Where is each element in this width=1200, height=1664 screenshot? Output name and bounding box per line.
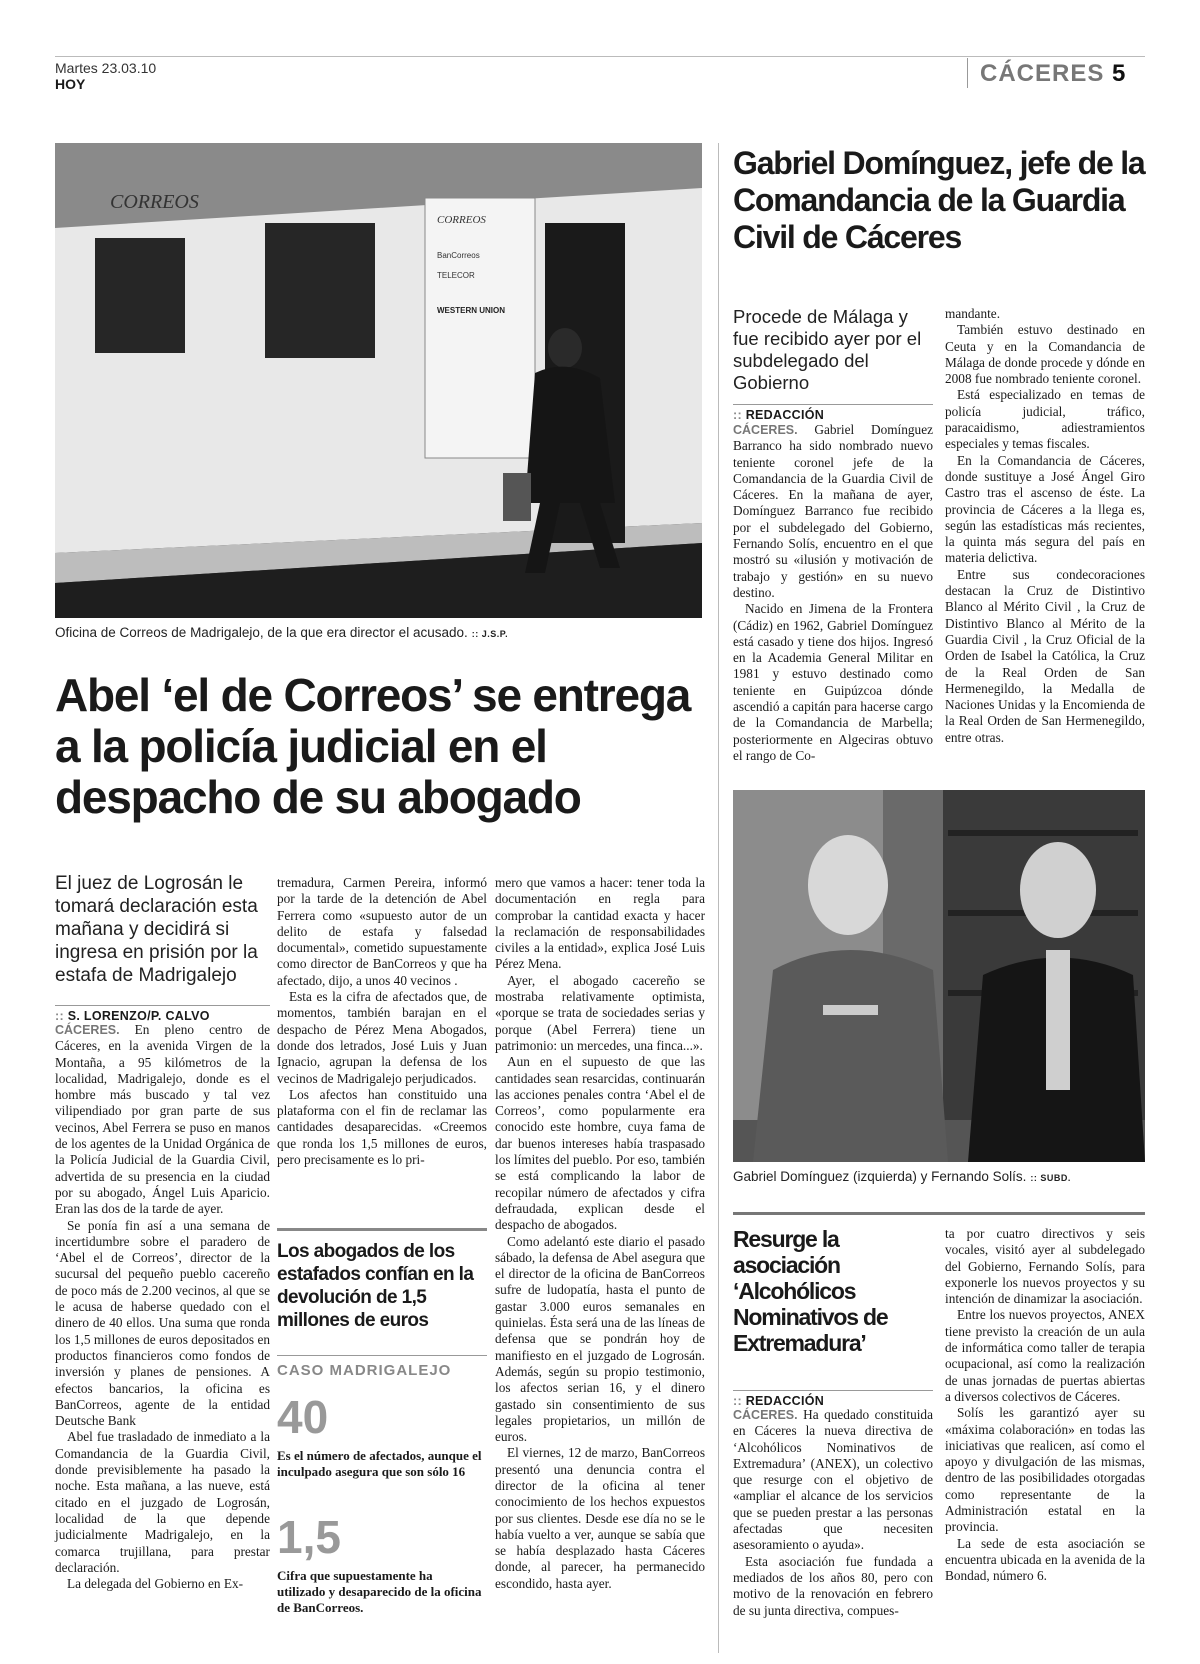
paragraph: mandante. bbox=[945, 306, 1001, 321]
paragraph: Aun en el supuesto de que las cantidades sean resarcidas, continuarán las acciones penales contra ‘Abel el de Correos’, como popularmente era conocido este hombre, cuya fama de dar buenos intereses había traspasado los límites del pueblo. Por eso, también se está complicando la labor de recopilar número de afectados y cifra defraudada, explican desde el despacho de abogados. bbox=[495, 1054, 705, 1233]
correos-sign-small: CORREOS bbox=[437, 214, 486, 226]
officials-illustration bbox=[733, 790, 1145, 1162]
paragraph: Se ponía fin así a una semana de incertidumbre sobre el paradero de ‘Abel el de Correos’, director de la sucursal del pequeño pueblo cacereño de poco más de 2.200 vecinos, al que se le acusa de haberse quedado con el dinero de 40 ellos. Una suma que ronda los 1,5 millones de euros depositados en productos financieros como fondos de inversión y planes de pensiones. A efectos bancarios, la oficina es BanCorreos, agente de la entidad Deutsche Bank bbox=[55, 1217, 270, 1429]
paragraph: Solís les garantizó ayer su «máxima colaboración» en todas las iniciativas que realicen, así como el apoyo y divulgación de las mismas, dentro de las posibilidades otorgadas como representante de la Administración estatal en la provincia. bbox=[945, 1405, 1145, 1535]
paragraph bbox=[733, 422, 933, 601]
western-union-sign: WESTERN UNION bbox=[437, 306, 505, 315]
paragraph-text: Gabriel Domínguez Barranco ha sido nombrado nuevo teniente coronel jefe de la Comandancia de la Guardia Civil de Cáceres. En la mañana de ayer, Domínguez Barranco fue recibido por el subdelegado del Gobierno, Fernando Solís, encuentro en el que mostró su «ilusión y motivación de trabajo y gestión» en su nuevo destino. bbox=[733, 422, 933, 600]
guardia-byline: :: REDACCIÓN bbox=[733, 404, 933, 422]
abel-byline: :: S. LORENZO/P. CALVO bbox=[55, 1005, 270, 1023]
sidebar-label: CASO MADRIGALEJO bbox=[277, 1362, 452, 1379]
paragraph: Ayer, el abogado cacereño se mostraba relativamente optimista, «porque se trata de sociedades serias y porque (Abel Ferrera) tiene un patrimonio: un mercedes, una finca...». bbox=[495, 972, 705, 1053]
guardia-column-2 bbox=[945, 306, 1145, 746]
paragraph: También estuvo destinado en Ceuta y en la Comandancia de Málaga de donde procede y dónde en 2008 fue nombrado teniente coronel. bbox=[945, 322, 1145, 387]
header-separator bbox=[967, 58, 968, 88]
page-number: 5 bbox=[1112, 60, 1127, 87]
paragraph: El viernes, 12 de marzo, BanCorreos presentó una denuncia contra el director de la oficina al tener conocimiento de los hechos expuestos por sus clientes. Desde ese día no se le había vuelto a ver, aunque se sabía que se había desplazado hasta Cáceres donde, al parecer, ha permanecido escondido, hasta ayer. bbox=[495, 1445, 705, 1591]
abel-column-1 bbox=[55, 1022, 270, 1592]
paragraph: Entre los nuevos proyectos, ANEX tiene previsto la creación de un aula de informática como taller de terapia ocupacional, así como la realización de unas jornadas de puertas abiertas a diversos colectivos de Cáceres. bbox=[945, 1307, 1145, 1404]
paragraph: mero que vamos a hacer: tener toda la documentación en regla para comprobar la cantidad exacta y hacer la reclamación de responsabilidades civiles a la entidad», explica José Luis Pérez Mena. bbox=[495, 875, 705, 972]
abel-column-3 bbox=[495, 875, 705, 1592]
correos-office-illustration bbox=[55, 143, 702, 618]
dateline-city: CÁCERES. bbox=[733, 423, 798, 437]
anex-column-2 bbox=[945, 1226, 1145, 1585]
sidebar-top-rule bbox=[277, 1228, 487, 1231]
paragraph-text: Ha quedado constituida en Cáceres la nueva directiva de ‘Alcohólicos Nominativos de Extremadura’ (ANEX), un colectivo que resurge con el objetivo de «ampliar el alcance de los servicios que se pueden prestar a las personas afectadas que necesiten asesoramiento o ayuda». bbox=[733, 1407, 933, 1553]
paragraph: Como adelantó este diario el pasado sábado, la defensa de Abel asegura que el director de la oficina de BanCorreos sufre de ludopatía, hasta el punto de gastar 3.000 euros semanales en quinielas. Ésta será una de las líneas de defensa que se pondrán hoy de manifiesto en el juzgado de Logrosán. Además, según su propio testimonio, los afectos serian 16, y el dinero gastado sin consentimiento de sus legales propietarios, un millón de euros. bbox=[495, 1233, 705, 1445]
guardia-column-1 bbox=[733, 422, 933, 764]
dateline-city: CÁCERES. bbox=[733, 1408, 798, 1422]
photo-credit: :: SUBD. bbox=[1030, 1173, 1071, 1183]
fact-number-affected: 40 bbox=[277, 1391, 329, 1443]
paragraph: En la Comandancia de Cáceres, donde sustituye a José Ángel Giro Castro tras el ascenso de éste. La provincia de Cáceres a la llega es, según las estadísticas más recientes, la quinta más segura del país en materia delictiva. bbox=[945, 452, 1145, 566]
paragraph: La sede de esta asociación se encuentra ubicada en la avenida de la Bondad, número 6. bbox=[945, 1535, 1145, 1584]
paragraph: Esta es la cifra de afectados que, de momentos, también barajan en el despacho de Pérez Mena Abogados, donde dos letrados, José Luis y Juan Ignacio, agrupan la defensa de los vecinos de Madrigalejo perjudicados. bbox=[277, 989, 487, 1086]
paragraph: Está especializado en temas de policía judicial, tráfico, paracaidismo, adiestramientos especiales y temas fiscales. bbox=[945, 387, 1145, 452]
fact-text-millions: Cifra que supuestamente ha utilizado y desaparecido de la oficina de BanCorreos. bbox=[277, 1568, 482, 1615]
bancorreos-sign: BanCorreos bbox=[437, 251, 480, 260]
correos-sign-main: CORREOS bbox=[110, 191, 199, 213]
officials-photo-caption bbox=[733, 1168, 1145, 1187]
abel-column-2 bbox=[277, 875, 487, 1168]
guardia-dek: Procede de Málaga y fue recibido ayer por el subdelegado del Gobierno bbox=[733, 306, 922, 393]
officials-photo bbox=[733, 790, 1145, 1162]
dateline-city: CÁCERES. bbox=[55, 1023, 120, 1037]
guardia-headline: Gabriel Domínguez, jefe de la Comandancia de la Guardia Civil de Cáceres bbox=[733, 145, 1145, 255]
anex-byline: :: REDACCIÓN bbox=[733, 1390, 933, 1408]
section-name: CÁCERES bbox=[980, 60, 1105, 87]
paragraph: tremadura, Carmen Pereira, informó por la tarde de la detención de Abel Ferrera como «supuesto autor de un delito de estafa y falsedad documental», cometido supuestamente como director de BanCorreos y que ha afectado, dijo, a unos 40 vecinos . bbox=[277, 875, 487, 988]
telecor-sign: TELECOR bbox=[437, 271, 475, 280]
header-rule bbox=[55, 56, 1145, 57]
paragraph bbox=[55, 1022, 270, 1218]
paragraph bbox=[733, 1407, 933, 1554]
issue-date: Martes 23.03.10 bbox=[55, 60, 157, 76]
correos-photo-caption bbox=[55, 624, 702, 643]
fact-number-millions: 1,5 bbox=[277, 1511, 341, 1563]
section-label bbox=[980, 60, 1126, 88]
paragraph: Abel fue trasladado de inmediato a la Comandancia de la Guardia Civil, donde previsiblemente ha pasado la noche. Esta mañana, a las nueve, está citado en el juzgado de Logrosán, localidad de la que depende judicialmente Madrigalejo, en la comarca trujillana, para prestar declaración. bbox=[55, 1429, 270, 1575]
caption-text: Oficina de Correos de Madrigalejo, de la que era director el acusado. bbox=[55, 625, 468, 640]
publication-name: HOY bbox=[55, 76, 86, 92]
column-divider bbox=[718, 143, 719, 1653]
anex-top-rule bbox=[733, 1212, 1145, 1215]
sidebar-rule bbox=[277, 1355, 487, 1356]
paragraph: ta por cuatro directivos y seis vocales, visitó ayer al subdelegado del Gobierno, Fernando Solís, para exponerle los nuevos proyectos y su intención de dinamizar la asociación. bbox=[945, 1226, 1145, 1307]
paragraph: Nacido en Jimena de la Frontera (Cádiz) en 1962, Gabriel Domínguez está casado y tiene dos hijos. Ingresó en la Academia General Militar en 1981 y estuvo destinado como teniente en Guipúzcoa dónde ascendió a capitán para hacerse cargo de la Comandancia de Marbella; posteriormente en Algeciras obtuvo el rango de Co- bbox=[733, 601, 933, 763]
paragraph: La delegada del Gobierno en Ex- bbox=[67, 1576, 244, 1592]
abel-headline: Abel ‘el de Correos’ se entrega a la policía judicial en el despacho de su abogado bbox=[55, 669, 691, 823]
anex-column-1 bbox=[733, 1407, 933, 1619]
paragraph-text: En pleno centro de Cáceres, en la avenida Virgen de la Montaña, a 95 kilómetros de la localidad, Madrigalejo, donde es el hombre más buscado y tal vez vilipendiado por gran parte de sus vecinos, Abel Ferrera se puso en manos de los agentes de la Unidad Orgánica de la Policía Judicial de la Guardia Civil, advertida de su presencia en la ciudad por su abogado, Ángel Luis Aparicio. Eran las dos de la tarde de ayer. bbox=[55, 1022, 270, 1217]
paragraph: Entre sus condecoraciones destacan la Cruz de Distintivo Blanco al Mérito Civil , la Cruz de Distintivo Blanco al Mérito de la Guardia Civil , la Cruz Oficial de la Orden de Isabel la Católica, la Cruz de la Real Orden de San Hermenegildo, la Medalla de Naciones Unidas y la Encomienda de la Real Orden de San Hermenegildo, entre otras. bbox=[945, 566, 1145, 745]
correos-office-photo bbox=[55, 143, 702, 618]
paragraph: Esta asociación fue fundada a mediados de los años 80, pero con motivo de la renovación en febrero de su junta directiva, compues- bbox=[733, 1553, 933, 1618]
sidebar-headline: Los abogados de los estafados confían en la devolución de 1,5 millones de euros bbox=[277, 1241, 474, 1331]
anex-headline: Resurge la asociación ‘Alcohólicos Nominativos de Extremadura’ bbox=[733, 1226, 888, 1356]
fact-text-affected: Es el número de afectados, aunque el inculpado asegura que son sólo 16 bbox=[277, 1448, 482, 1479]
paragraph: Los afectos han constituido una plataforma con el fin de reclamar las cantidades desaparecidas. «Creemos que ronda los 1,5 millones de euros, pero precisamente es lo pri- bbox=[277, 1086, 487, 1168]
photo-credit: :: J.S.P. bbox=[471, 629, 509, 639]
abel-dek: El juez de Logrosán le tomará declaración esta mañana y decidirá si ingresa en prisión por la estafa de Madrigalejo bbox=[55, 873, 258, 986]
caption-text: Gabriel Domínguez (izquierda) y Fernando Solís. bbox=[733, 1169, 1027, 1184]
